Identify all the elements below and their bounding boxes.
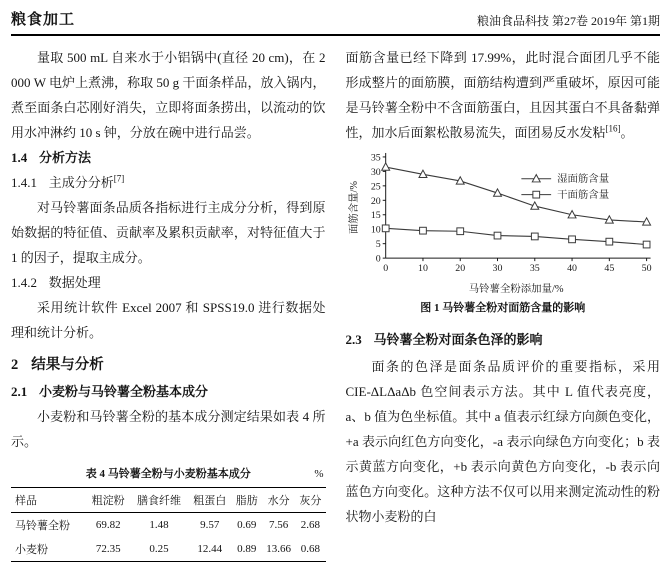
table-row-potato-flour bbox=[11, 513, 326, 538]
paragraph-pca: 对马铃薯面条品质各指标进行主成分分析，得到原始数据的特征值、贡献率及累积贡献率，对特征值大于 1 的因子，提取主成分。 bbox=[11, 200, 326, 265]
svg-text:10: 10 bbox=[417, 263, 428, 275]
col-header-fiber: 膳食纤维 bbox=[136, 495, 181, 507]
heading-number: 1.4.1 bbox=[11, 175, 37, 190]
svg-text:20: 20 bbox=[370, 195, 381, 207]
two-column-body bbox=[11, 45, 660, 562]
svg-text:25: 25 bbox=[370, 181, 381, 193]
paragraph-statistics: 采用统计软件 Excel 2007 和 SPSS19.0 进行数据处理和统计分析。 bbox=[11, 300, 326, 340]
heading-number: 2.3 bbox=[345, 331, 362, 347]
table-row-wheat-flour bbox=[11, 537, 326, 562]
svg-text:50: 50 bbox=[641, 263, 652, 275]
heading-title: 结果与分析 bbox=[31, 357, 104, 373]
heading-title: 小麦粉与马铃薯全粉基本成分 bbox=[38, 384, 208, 399]
figure1 bbox=[346, 149, 661, 317]
heading-2-1 bbox=[11, 379, 326, 404]
heading-2-3 bbox=[346, 328, 661, 352]
svg-text:10: 10 bbox=[370, 224, 381, 236]
paragraph-color-measurement: 面条的色泽是面条品质评价的重要指标，采用 CIE-ΔLΔaΔb 色空间表示方法。其中 L 值代表亮度，a、b 值为色坐标值。其中 a 值表示红绿方向颜色变化，+a 表示向红色方向变化，-a 表示向绿色方向变化；b 表示黄蓝方向变化，+b 表示向黄色方向变化，-b 表示向蓝色方向变化。这种方法不仅可以用来测定流动性的粉状物小麦粉的白 bbox=[345, 358, 660, 524]
cell: 2.68 bbox=[300, 519, 321, 531]
svg-text:30: 30 bbox=[492, 263, 502, 275]
table4-header-row bbox=[11, 488, 326, 513]
svg-text:0: 0 bbox=[375, 253, 381, 265]
heading-1-4-1 bbox=[11, 170, 326, 195]
paragraph-gluten-content bbox=[346, 45, 661, 145]
svg-text:马铃薯全粉添加量/%: 马铃薯全粉添加量/% bbox=[468, 283, 564, 295]
svg-text:干面筋含量: 干面筋含量 bbox=[556, 190, 609, 202]
heading-1-4 bbox=[11, 145, 326, 170]
col-header-ash: 灰分 bbox=[299, 495, 322, 507]
right-column bbox=[346, 45, 661, 562]
col-header-fat: 脂肪 bbox=[235, 495, 258, 507]
figure1-caption: 图 1 马铃薯全粉对面筋含量的影响 bbox=[420, 301, 586, 314]
cell: 马铃薯全粉 bbox=[15, 520, 70, 532]
heading-title: 马铃薯全粉对面条色泽的影响 bbox=[373, 331, 543, 347]
table4-block bbox=[11, 465, 326, 562]
cell: 0.89 bbox=[237, 543, 257, 555]
citation-ref-16: [16] bbox=[605, 123, 621, 134]
cell: 小麦粉 bbox=[15, 544, 48, 556]
heading-title: 数据处理 bbox=[48, 275, 101, 290]
heading-number: 2.1 bbox=[11, 384, 28, 399]
heading-number: 1.4.2 bbox=[11, 275, 37, 290]
cell: 13.66 bbox=[266, 543, 291, 555]
col-header-starch: 粗淀粉 bbox=[91, 495, 125, 507]
heading-title: 主成分分析 bbox=[48, 175, 114, 190]
cell: 7.56 bbox=[268, 519, 289, 531]
cell: 0.68 bbox=[300, 543, 321, 555]
col-header-protein: 粗蛋白 bbox=[193, 495, 227, 507]
cell: 69.82 bbox=[95, 519, 121, 531]
citation-ref-7: [7] bbox=[113, 173, 125, 184]
heading-1-4-2 bbox=[11, 270, 326, 295]
svg-text:面筋含量/%: 面筋含量/% bbox=[348, 180, 360, 235]
cell: 0.25 bbox=[149, 543, 169, 555]
svg-text:35: 35 bbox=[529, 263, 540, 275]
col-header-sample: 样品 bbox=[15, 495, 37, 507]
svg-text:0: 0 bbox=[382, 263, 388, 275]
running-head bbox=[11, 8, 660, 36]
left-column bbox=[11, 45, 326, 562]
figure1-line-chart bbox=[346, 149, 661, 296]
svg-text:湿面筋含量: 湿面筋含量 bbox=[556, 174, 609, 186]
paragraph-text: 。 bbox=[620, 125, 634, 140]
svg-text:5: 5 bbox=[375, 239, 381, 251]
paragraph-text: 面筋含量已经下降到 17.99%，此时混合面团几乎不能形成整片的面筋膜，面筋结构遭到严重破坏，原因可能是马铃薯全粉中不含面筋蛋白，且因其蛋白不具备黏弹性，加水后面絮松散易流失，面团易反水发粘 bbox=[345, 50, 660, 140]
table4-title bbox=[11, 465, 326, 483]
svg-text:45: 45 bbox=[603, 263, 614, 275]
table4 bbox=[11, 487, 326, 562]
svg-text:20: 20 bbox=[454, 263, 465, 275]
table4-caption-text: 表 4 马铃薯全粉与小麦粉基本成分 bbox=[85, 468, 251, 480]
table4-unit: % bbox=[314, 468, 324, 480]
svg-text:40: 40 bbox=[566, 263, 577, 275]
cell: 9.57 bbox=[200, 519, 220, 531]
svg-text:30: 30 bbox=[370, 166, 381, 178]
cell: 72.35 bbox=[95, 543, 121, 555]
heading-2-results bbox=[11, 352, 326, 378]
heading-number: 2 bbox=[11, 357, 19, 373]
svg-text:15: 15 bbox=[370, 210, 381, 222]
cell: 1.48 bbox=[149, 519, 169, 531]
heading-title: 分析方法 bbox=[38, 150, 91, 165]
paragraph-table-intro: 小麦粉和马铃薯全粉的基本成分测定结果如表 4 所示。 bbox=[11, 409, 326, 449]
cell: 12.44 bbox=[197, 543, 223, 555]
col-header-moisture: 水分 bbox=[267, 495, 290, 507]
journal-section-title: 粮食加工 bbox=[11, 12, 76, 28]
journal-issue-info: 粮油食品科技 第27卷 2019年 第1期 bbox=[476, 14, 660, 28]
svg-text:35: 35 bbox=[370, 152, 381, 164]
paragraph-cooking-method: 量取 500 mL 自来水于小铝锅中(直径 20 cm)，在 2 000 W 电炉上煮沸，称取 50 g 干面条样品，放入锅内，煮至面条白芯刚好消失，立即将面条捞出，以流动的饮用水冲淋约 10 s 钟，分放在碗中进行品尝。 bbox=[11, 50, 326, 140]
cell: 0.69 bbox=[237, 519, 257, 531]
heading-number: 1.4 bbox=[11, 150, 28, 165]
